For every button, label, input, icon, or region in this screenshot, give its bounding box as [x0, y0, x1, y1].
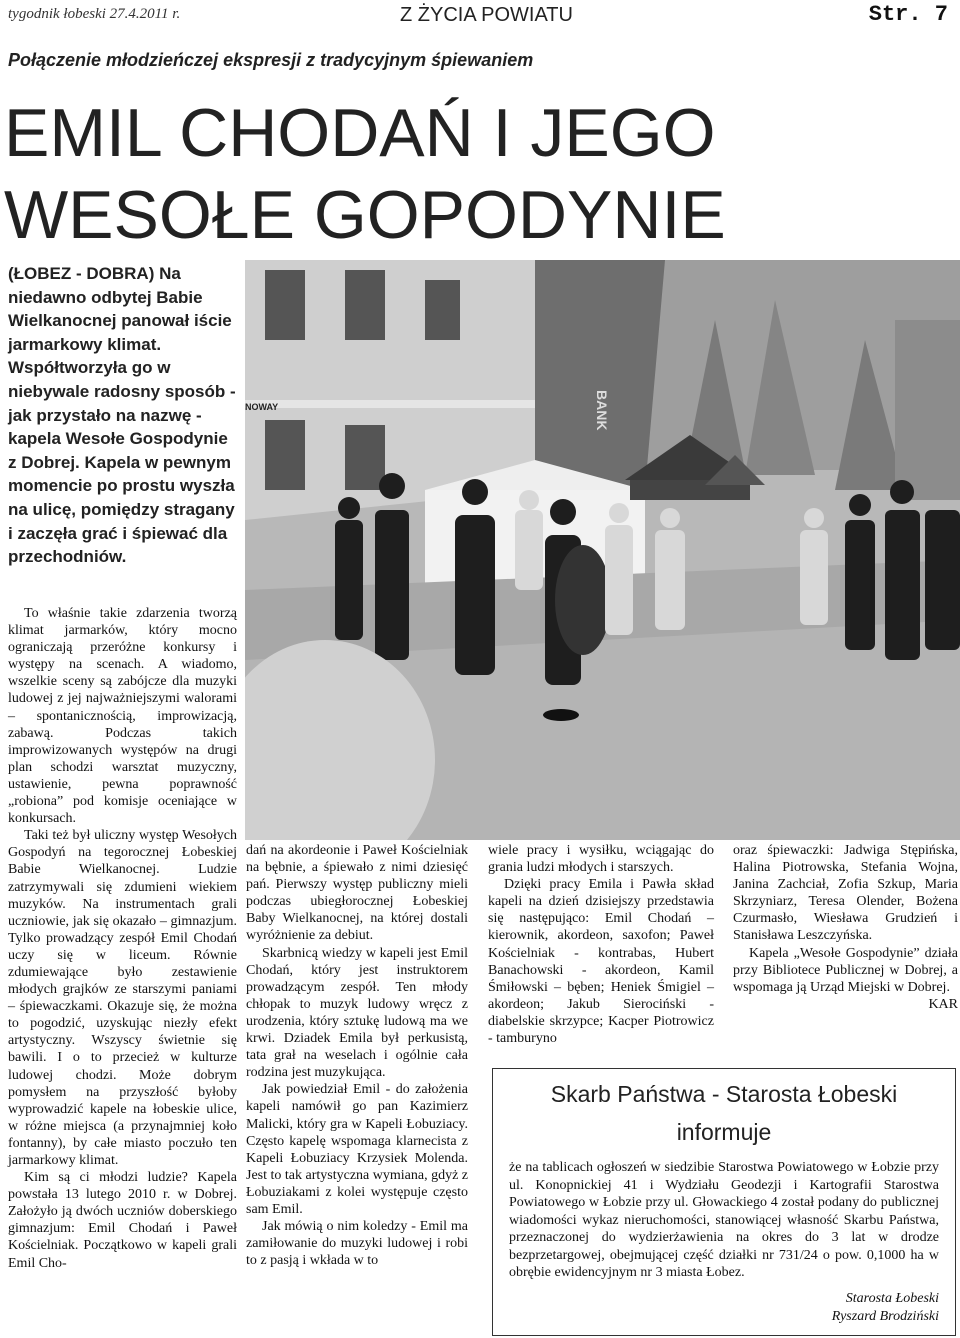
- paragraph: wiele pracy i wysiłku, wciągając do grania ludzi młodych i starszych.: [488, 843, 714, 876]
- article-column-3: [488, 842, 714, 1047]
- paragraph: Taki też był uliczny występ Wesołych Gospodyń na tegorocznej Łobeskiej Babie Wielkanocnej. Ludzie zatrzymywali się zdumieni wiekiem muzyków. Na instrumentach grali uczniowie, jak się okazało – gimnazjum. Tylko prowadzący zespół Emil Chodań uczy się w liceum. Równie zdumiewające było zestawienie młodych grajków ze starszymi paniami – śpiewaczkami. Okazuje się, że można to pogodzić, uzyskując niezły efekt artystyczny. Wszyscy świetnie się bawili. I o to przecież w kulturze ludowej chodzi. Może dobrym pomysłem na przyszłość byłoby wyprowadzić kapele na łobeskie ulice, w różne miejsca (a przynajmniej koło fontanny), by całe miasto poczuło ten jarmarkowy klimat.: [8, 828, 237, 1168]
- official-notice-box: [492, 1068, 956, 1336]
- page-number: Str. 7: [868, 2, 948, 27]
- photo-illustration: [245, 260, 960, 840]
- paragraph: dań na akordeonie i Paweł Kościelniak na bębnie, a śpiewało z nimi dziesięć pań. Pierwszy występ publiczny mieli podczas ubiegłorocznej Łobeskiej Baby Wielkanocnej, na której dostali wyróżnienie za debiut.: [246, 843, 468, 944]
- issue-date: tygodnik łobeski 27.4.2011 r.: [8, 6, 181, 22]
- paragraph: To właśnie takie zdarzenia tworzą klimat jarmarków, który mocno ograniczają przeróżne konkursy i występy na scenach. A wiadomo, wszelkie sceny są zabójcze dla muzyki ludowej z jej najważniejszymi walorami – spontanicznością, improwizacją, zabawą. Podczas takich improwizowanych występów na drugi plan schodzi warsztat muzyczny, ustawienie, pewna poprawność „robiona” pod komisje oceniające w konkursach.: [8, 606, 237, 827]
- bank-sign: BANK: [594, 390, 610, 431]
- notice-title: Skarb Państwa - Starosta Łobeski: [550, 1081, 898, 1107]
- headline-line-2: WESOŁE GOPODYNIE: [4, 177, 726, 253]
- shop-sign: NOWAY: [245, 402, 279, 412]
- paragraph: Jak mówią o nim koledzy - Emil ma zamiłowanie do muzyki ludowej i robi to z pasją i wkłada w to: [246, 1219, 468, 1269]
- article-lead: (ŁOBEZ - DOBRA) Na niedawno odbytej Babie Wielkanocnej panował iście jarmarkowy klimat. Współtworzyła go w niebywale radosny sposób - jak przystało na nazwę - kapela Wesołe Gospodynie z Dobrej. Kapela w pewnym momencie po prostu wyszła na ulicę, pomiędzy stragany i zaczęła grać i śpiewać dla przechodniów.: [8, 264, 236, 567]
- paragraph-text: Kapela „Wesołe Gospodynie” działa przy Bibliotece Publicznej w Dobrej, a wspomaga ją Urząd Miejski w Dobrej.: [733, 945, 958, 995]
- paragraph: Dzięki pracy Emila i Pawła skład kapeli na dzień dzisiejszy przedstawia się następująco: Emil Chodań – kierownik, akordeon, saxofon; Paweł Kościelniak - kontrabas, Hubert Banachowski - akordeon, Kamil Śmiłowski – bęben; Heniek Śmigiel – akordeon; Jakub Sierociński - diabelskie skrzypce; Kacper Piotrowicz - tamburyno: [488, 877, 714, 1047]
- author-initials: KAR: [928, 996, 958, 1012]
- notice-body: że na tablicach ogłoszeń w siedzibie Starostwa Powiatowego w Łobzie przy ul. Konopnickiej 41 i Wydziału Geodezji i Kartografii Starostwa Powiatowego w Łobzie przy ul. Głowackiego 4 został podany do publicznej wiadomości wykaz nieruchomości, stanowiącej własność Skarbu Państwa, przeznaczonej do wydzierżawienia na okres do 3 lat w drodze bezprzetargowej, obejmującej część działki nr 731/24 o pow. 0,1000 ha w obrębie ewidencyjnym nr 3 miasta Łobez.: [509, 1160, 939, 1280]
- paragraph: Jak powiedział Emil - do założenia kapeli namówił go pan Kazimierz Malicki, który gra w Kapeli Łobuziacy. Często kapelę wspomaga klarnecista z Kapeli Łobuziacy Krzysiek Molenda. Jest to tak artystyczna wymiana, gdyż z Łobuziakami z kolei występuje często sam Emil.: [246, 1082, 468, 1217]
- article-column-1: [8, 605, 237, 1272]
- article-photo: [245, 260, 960, 840]
- section-title: Z ŻYCIA POWIATU: [400, 4, 573, 26]
- paragraph: oraz śpiewaczki: Jadwiga Stępińska, Halina Piotrowska, Stefania Wojna, Janina Zachciał, Zofia Szkup, Maria Skrzyniarz, Teresa Olender, Bożena Czurmasło, Wiesława Grudzień i Stanisława Leszczyńska.: [733, 843, 958, 944]
- article-subtitle: Połączenie młodzieńczej ekspresji z tradycyjnym śpiewaniem: [8, 50, 534, 70]
- article-column-4: [733, 842, 958, 1013]
- headline-line-1: EMIL CHODAŃ I JEGO: [4, 95, 716, 171]
- paragraph: Kim są ci młodzi ludzie? Kapela powstała 13 lutego 2010 r. w Dobrej. Założyło ją dwóch uczniów doberskiego gimnazjum: Emil Chodań i Paweł Kościelniak. Początkowo w kapeli grali Emil Cho-: [8, 1170, 237, 1271]
- article-headline: [4, 92, 726, 256]
- paragraph: [733, 945, 958, 1012]
- paragraph: Skarbnicą wiedzy w kapeli jest Emil Chodań, który jest instruktorem prowadzącym zespół. Ten młody chłopak to muzyk ludowy wręcz z urodzenia, który sztukę ludową ma we krwi. Dziadek Emila był perkusistą, tata grał na weselach i ogólnie cała rodzina jest muzykująca.: [246, 945, 468, 1081]
- notice-signature-name: Ryszard Brodziński: [831, 1309, 939, 1324]
- notice-subtitle: informuje: [676, 1119, 772, 1145]
- article-column-2: [246, 842, 468, 1269]
- notice-signature-title: Starosta Łobeski: [845, 1291, 939, 1306]
